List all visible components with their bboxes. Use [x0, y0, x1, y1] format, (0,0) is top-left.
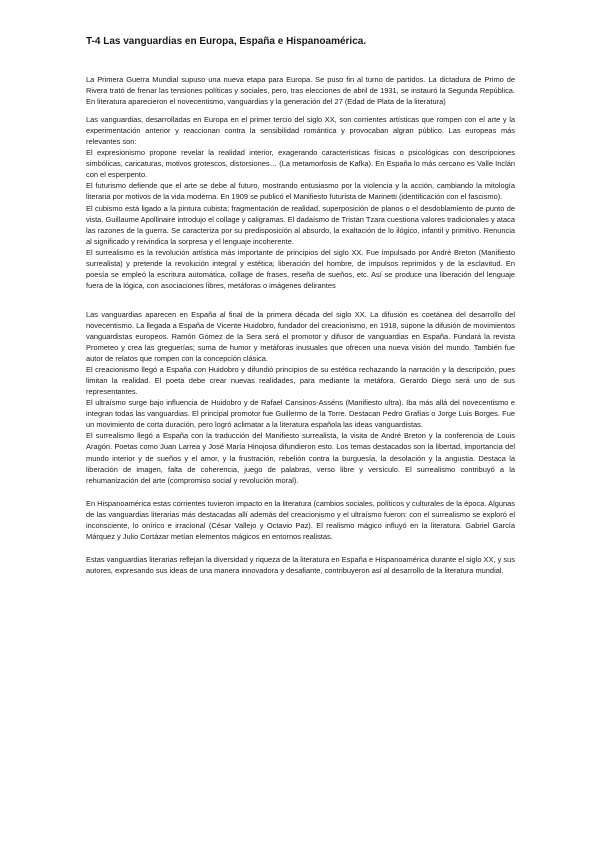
paragraph-hispanoamerica: En Hispanoamérica estas corrientes tuvieron impacto en la literatura (cambios sociales, políticos y culturales de la época. Algunas de las vanguardias literarias más destacadas allí además del creacionismo y el ultraísmo fueron: con el surrealismo se exploró el inconsciente, lo onírico e irracional (César Vallejo y Octavio Paz). El realismo mágico influyó en la literatura. Gabriel García Márquez y Julio Cortázar metían elementos mágicos en entornos realistas. [86, 498, 515, 541]
paragraph-creacionismo: El creacionismo llegó a España con Huidobro y difundió principios de su estética rechazando la narración y la descripción, pues limitan la realidad. El poeta debe crear nuevas realidades, para mediante la metáfora. Gerardo Diego será uno de sus representantes. [86, 365, 515, 397]
paragraph-vanguardias-espana: Las vanguardias aparecen en España al final de la primera década del siglo XX. La difusión es coetánea del desarrollo del novecentismo. La llegada a España de Vicente Huidobro, fundador del creacionismo, en 1918, supone la difusión de movimientos vanguardistas europeos. Ramón Gómez de la Sera será el promotor y difusor de vanguardias en España. Fundará la revista Prometeo y crea las greguerías; suma de humor y metáforas inusuales que ofrecen una nueva visión del mundo. También fue autor de relatos que rompen con la concepción clásica. [86, 309, 515, 364]
paragraph-vanguardias-europa: Las vanguardias, desarrolladas en Europa en el primer tercio del siglo XX, son corrientes artísticas que rompen con el arte y la experimentación anterior y reaccionan contra la sensibilidad romántica y provocaban algran público. Las europeas más relevantes son: [86, 115, 515, 147]
paragraph-surrealismo: El surrealismo es la revolución artística más importante de principios del siglo XX. Fue impulsado por André Breton (Manifiesto surrealista) y pretende la revolución integral y estética; liberación del hombre, de impulsos reprimidos y de la esclavitud. En poesía se empleó la escritura automática, collage de frases, reseña de sueños, etc. Así se produce una liberación del lenguaje fuera de la lógica, con asociaciones libres, metáforas o imágenes delirantes [86, 247, 515, 290]
paragraph-cubismo-dadaismo: El cubismo está ligado a la pintura cubista; fragmentación de realidad, superposición de planos o el desdoblamiento de punto de vista. Guillaume Apollinaire introdujo el collage y caligramas. El dadaísmo de Tristan Tzara cuestiona valores tradicionales y ataca las razones de la guerra. Se caracteriza por su predisposición al absurdo, la exaltación de lo ilógico, infantil y primitivo. Renuncia al significado y reivindica la sorpresa y el lenguaje incoherente. [86, 203, 515, 246]
paragraph-futurismo: El futurismo defiende que el arte se debe al futuro, mostrando entusiasmo por la violencia y la acción, cambiando la mitología literaria por motivos de la vida moderna. En 1909 se publicó el Manifiesto futurista de Marinetti (identificación con el fascismo). [86, 181, 515, 202]
document-title: T-4 Las vanguardias en Europa, España e Hispanoamérica. [86, 36, 367, 47]
paragraph-expresionismo: El expresionismo propone revelar la realidad interior, exagerando características físicas o psicológicas con descripciones simbólicas, caricaturas, motivos grotescos, distorsiones… (La metamorfosis de Kafka). En España lo más cercano es Valle Inclán con el esperpento. [86, 148, 515, 180]
paragraph-surrealismo-espana: El surrealismo llegó a España con la traducción del Manifiesto surrealista, la visita de André Breton y la conferencia de Louis Aragón. Poetas como Juan Larrea y José María Hinojosa difundieron esto. Los temas destacados son la libertad, importancia del mundo interior y de sueños y el amor, y la frustración, rebelión contra la burguesía, la desolación y la angustia. Destaca la liberación de imagen, falta de coherencia, juego de palabras, verso libre y versículo. El surrealismo contribuyó a la rehumanización del arte (compromiso social y revolución moral). [86, 431, 515, 485]
paragraph-conclusion: Estas vanguardias literarias reflejan la diversidad y riqueza de la literatura en España e Hispanoamérica durante el siglo XX, y sus autores, expresando sus ideas de una manera innovadora y desafiante, contribuyeron así al desarrollo de la literatura mundial. [86, 554, 515, 575]
paragraph-ultraismo: El ultraísmo surge bajo influencia de Huidobro y de Rafael Cansinos-Asséns (Manifiesto ultra). Iba más allá del novecentismo e integran todas las vanguardias. El principal promotor fue Guillermo de la Torre. Destacan Pedro Grafías o Jorge Luis Borges. Fue un movimiento de corta duración, pero logró aclimatar a la literatura española las ideas vanguardistas. [86, 398, 515, 430]
paragraph-intro: La Primera Guerra Mundial supuso una nueva etapa para Europa. Se puso fin al turno de partidos. La dictadura de Primo de Rivera trató de frenar las tensiones políticas y sociales, pero, tras elecciones de abril de 1931, se instauró la Segunda República. En literatura aparecieron el novecentismo, vanguardias y la generación del 27 (Edad de Plata de la literatura) [86, 75, 515, 107]
